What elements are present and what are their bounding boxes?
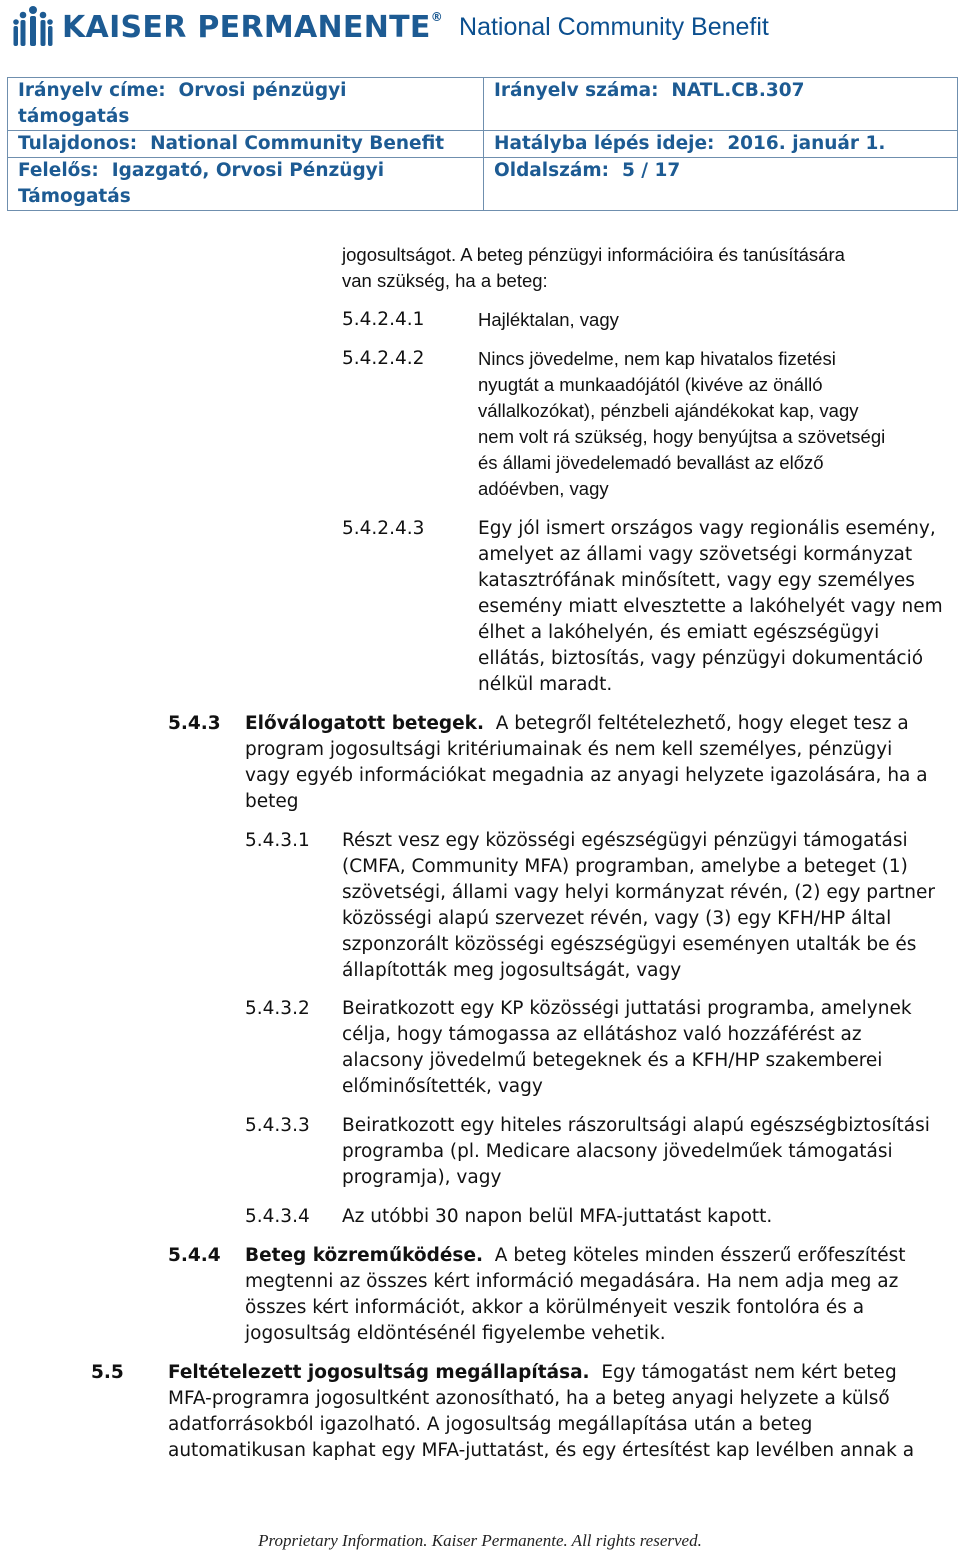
item-text: Beiratkozott egy hiteles rászorultsági alapú egészségbiztosítási programba (pl. Medicare alacsony jövedelműek támogatási programja), vagy [342,1115,930,1188]
responsible-cell: Felelős: Igazgató, Orvosi Pénzügyi Támogatás [8,158,484,211]
item-number: 5.4.2.4.3 [342,518,425,539]
section-number: 5.5 [91,1362,124,1383]
section-text: Előválogatott betegek. A betegről feltételezhető, hogy eleget tesz a program jogosultsági kritériumainak és nem kell személyes, pénzügyi vagy egyéb információkat megadnia az anyagi helyzete igazolására, ha a beteg [245,713,928,812]
section-title: Feltételezett jogosultság megállapítása. [168,1362,590,1383]
item-text: Hajléktalan, vagy [478,309,619,330]
item-number: 5.4.2.4.1 [342,309,425,330]
section-number: 5.4.4 [168,1245,221,1266]
page-number-cell: Oldalszám: 5 / 17 [484,158,958,211]
item-text: Egy jól ismert országos vagy regionális esemény, amelyet az állami vagy szövetségi kormányzat katasztrófának minősített, vagy egy személyes esemény miatt elvesztette a lakóhelyét vagy nem élhet a lakóhelyén, és emiatt egészségügyi ellátás, biztosítás, vagy pénzügyi dokumentáció nélkül maradt. [478,518,943,695]
policy-title-cell: Irányelv címe: Orvosi pénzügyi támogatás [8,78,484,131]
effective-date-cell: Hatályba lépés ideje: 2016. január 1. [484,131,958,158]
item-number: 5.4.2.4.2 [342,348,425,369]
kaiser-figures-icon [12,5,54,49]
section-text: Beteg közreműködése. A beteg köteles minden ésszerű erőfeszítést megtenni az összes kért információ megadására. Ha nem adja meg az összes kért információt, akkor a körülményeit veszik fontolóra és a jogosultság eldöntésénél figyelembe vehetik. [245,1245,906,1344]
footer-notice: Proprietary Information. Kaiser Permanente. All rights reserved. [258,1531,702,1550]
logo-wordmark: KAISER PERMANENTE® [62,9,444,45]
policy-header-table [7,77,958,211]
item-number: 5.4.3.2 [245,998,310,1019]
section-title: Előválogatott betegek. [245,713,484,734]
policy-number-cell: Irányelv száma: NATL.CB.307 [484,78,958,131]
section-title: Beteg közreműködése. [245,1245,484,1266]
item-text: Nincs jövedelme, nem kap hivatalos fizetési nyugtát a munkaadójától (kivéve az önálló vállalkozókat), pénzbeli ajándékokat kap, vagy nem volt rá szükség, hogy benyújtsa a szövetségi és állami jövedelemadó bevallást az előző adóévben, vagy [478,348,886,499]
item-text: Beiratkozott egy KP közösségi juttatási programba, amelynek célja, hogy támogassa az ellátáshoz való hozzáférést az alacsony jövedelmű betegeknek és a KFH/HP szakemberei előminősítették, vagy [342,998,912,1097]
item-text: Részt vesz egy közösségi egészségügyi pénzügyi támogatási (CMFA, Community MFA) programban, amelybe a beteget (1) szövetségi, állami vagy helyi kormányzat révén, (2) egy partner közösségi alapú szervezet révén, vagy (3) egy KFH/HP által szponzorált közösségi egészségügyi eseményen utalták be és állapították meg jogosultságát, vagy [342,830,935,981]
item-number: 5.4.3.3 [245,1115,310,1136]
section-number: 5.4.3 [168,713,221,734]
program-name: National Community Benefit [459,12,769,41]
intro-paragraph: jogosultságot. A beteg pénzügyi információira és tanúsítására van szükség, ha a beteg: [342,244,845,291]
policy-owner-cell: Tulajdonos: National Community Benefit [8,131,484,158]
item-text: Az utóbbi 30 napon belül MFA-juttatást kapott. [342,1206,773,1227]
item-number: 5.4.3.1 [245,830,310,851]
kaiser-logo [12,4,769,50]
section-text: Feltételezett jogosultság megállapítása. Egy támogatást nem kért beteg MFA-programra jogosultként azonosítható, ha a beteg anyagi helyzete a külső adatforrásokból igazolható. A jogosultság megállapítása után a beteg automatikusan kaphat egy MFA-juttatást, és egy értesítést kap levélben annak a [168,1362,915,1461]
item-number: 5.4.3.4 [245,1206,310,1227]
